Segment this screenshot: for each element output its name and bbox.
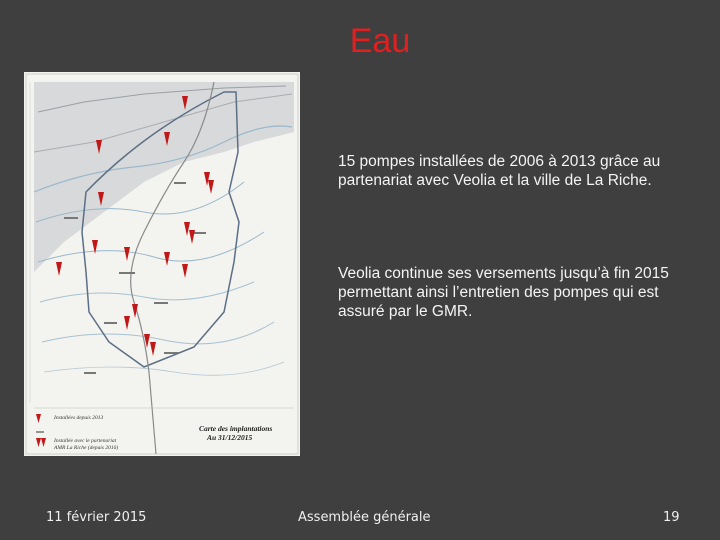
legend-date: Au 31/12/2015 (207, 433, 253, 442)
paragraph-veolia-funding: Veolia continue ses versements jusqu’à fin 2015 permettant ainsi l’entretien des pompes qui est assuré par le GMR. (338, 265, 669, 320)
pump-location-map (24, 72, 300, 456)
slide-title: Eau (349, 22, 411, 60)
map-drawing (24, 72, 300, 456)
footer-event: Assemblée générale (298, 510, 431, 525)
page-number: 19 (663, 510, 680, 525)
legend-title: Carte des implantations (199, 424, 273, 433)
legend-item: Installée avec le partenariat (54, 438, 117, 444)
paragraph-pumps-installed: 15 pompes installées de 2006 à 2013 grâce au partenariat avec Veolia et la ville de La Riche. (338, 153, 661, 189)
footer-date: 11 février 2015 (46, 510, 147, 525)
legend-item: Installées depuis 2013 (54, 415, 104, 421)
legend-item: AMR La Riche (depuis 2016) (54, 445, 119, 451)
